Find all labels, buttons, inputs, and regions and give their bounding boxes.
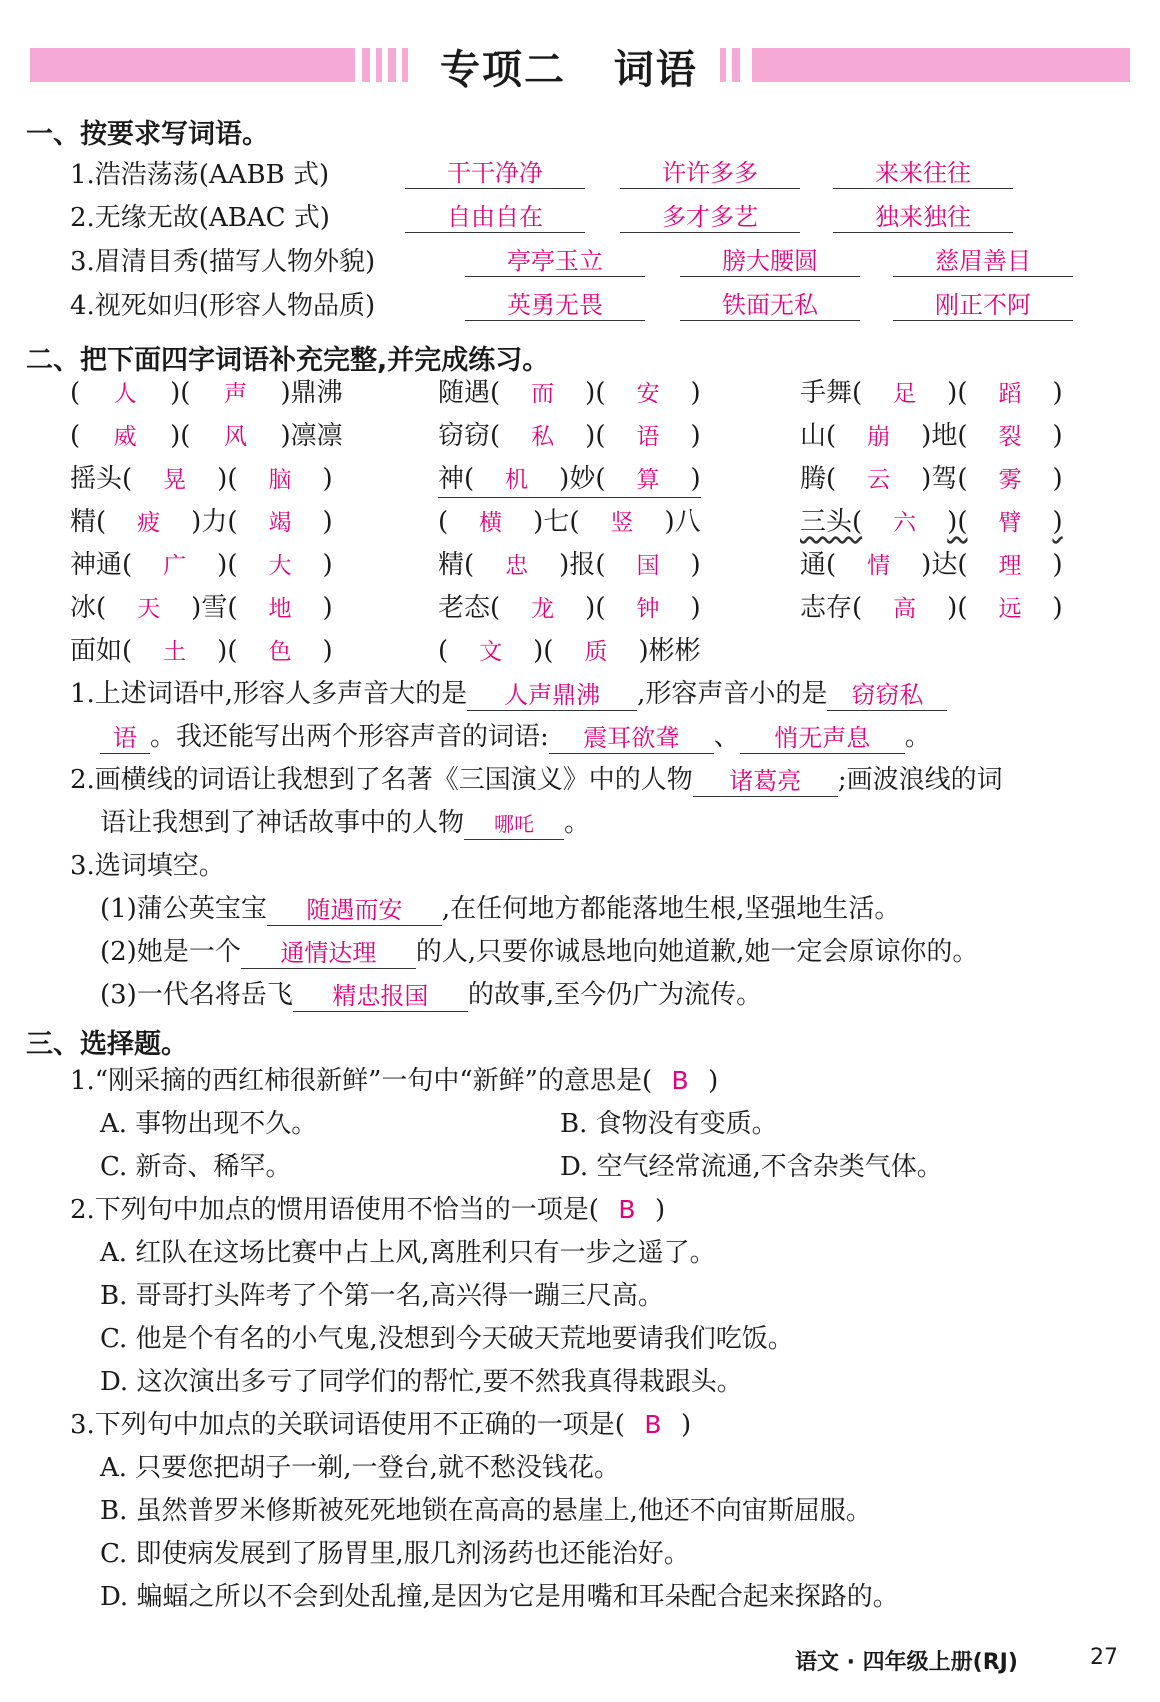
- question-text: 1.“刚采摘的西红柿很新鲜”一句中“新鲜”的意思是(: [70, 1066, 653, 1096]
- choice-option: D. 蝙蝠之所以不会到处乱撞,是因为它是用嘴和耳朵配合起来探路的。: [100, 1582, 899, 1612]
- idiom-answer: 国: [636, 553, 660, 579]
- idiom-fill: ( 威 )( 风 )凛凛: [70, 419, 343, 454]
- choice-option: C. 新奇、稀罕。: [100, 1152, 292, 1182]
- idiom-fill: 窃窃( 私 )( 语 ): [438, 419, 701, 454]
- idiom-text: 通: [800, 550, 827, 580]
- idiom-text: 精: [70, 507, 97, 537]
- idiom-fill: 摇头( 晃 )( 脑 ): [70, 462, 333, 497]
- choice-q3-stem: [70, 1408, 691, 1442]
- idiom-fill: 手舞( 足 )( 蹈 ): [800, 376, 1063, 411]
- idiom-answer: 臂: [998, 510, 1022, 536]
- idiom-text: 手舞: [800, 378, 853, 408]
- choice-q1-stem: [70, 1064, 718, 1098]
- idiom-answer: 质: [584, 639, 608, 665]
- page-title: 专项二 词语: [440, 47, 698, 93]
- idiom-text: 精: [438, 550, 465, 580]
- idiom-text: 老态: [438, 593, 491, 623]
- idiom-answer: 崩: [867, 424, 891, 450]
- sec2-q3-label: 3.选词填空。: [70, 851, 225, 881]
- banner-stripe: [362, 48, 370, 82]
- banner-stripe: [376, 48, 382, 82]
- question-text: ,在任何地方都能落地生根,坚强地生活。: [441, 894, 901, 924]
- idiom-answer: 裂: [998, 424, 1022, 450]
- choice-option: D. 这次演出多亏了同学们的帮忙,要不然我真得栽跟头。: [100, 1367, 743, 1397]
- question-text: (1)蒲公英宝宝: [100, 894, 267, 924]
- idiom-fill: 志存( 高 )( 远 ): [800, 591, 1063, 626]
- idiom-fill: 腾( 云 )驾( 雾 ): [800, 462, 1063, 497]
- idiom-fill: ( 横 )七( 竖 )八: [438, 505, 701, 540]
- idiom-answer: 安: [636, 381, 660, 407]
- choice-option: B. 哥哥打头阵考了个第一名,高兴得一蹦三尺高。: [100, 1281, 664, 1311]
- choice-answer: B: [644, 1410, 662, 1439]
- question-text: 。我还能写出两个形容声音的词语:: [150, 722, 549, 752]
- idiom-fill: 神通( 广 )( 大 ): [70, 548, 333, 583]
- idiom-answer: 威: [113, 424, 137, 450]
- answer-blank: 慈眉善目: [893, 244, 1073, 277]
- question-text: 1.上述词语中,形容人多声音大的是: [70, 679, 468, 709]
- answer-blank: 随遇而安: [267, 893, 442, 926]
- idiom-answer: 色: [268, 639, 292, 665]
- sec2-q3-s1: [100, 892, 900, 926]
- choice-answer: B: [671, 1066, 689, 1095]
- question-text: (3)一代名将岳飞: [100, 980, 293, 1010]
- choice-option: A. 红队在这场比赛中占上风,离胜利只有一步之遥了。: [100, 1238, 716, 1268]
- idiom-answer: 龙: [531, 596, 555, 622]
- idiom-fill: 通( 情 )达( 理 ): [800, 548, 1063, 583]
- question-text: 。: [564, 808, 591, 838]
- sec2-q2-line2: [100, 806, 590, 840]
- idiom-answer: 私: [531, 424, 555, 450]
- answer-blank: 许许多多: [620, 156, 800, 189]
- idiom-answer: 人: [113, 381, 137, 407]
- idiom-answer: 钟: [636, 596, 660, 622]
- idiom-answer: 声: [223, 381, 247, 407]
- answer-blank: 哪吒: [464, 807, 564, 840]
- idiom-answer: 算: [636, 467, 660, 493]
- section-3-heading: 三、选择题。: [26, 1029, 188, 1060]
- choice-option: B. 食物没有变质。: [560, 1109, 778, 1139]
- idiom-answer: 疲: [137, 510, 161, 536]
- answer-blank: 铁面无私: [680, 288, 860, 321]
- idiom-text: 山: [800, 421, 827, 451]
- idiom-answer: 雾: [998, 467, 1022, 493]
- idiom-fill: 山( 崩 )地( 裂 ): [800, 419, 1063, 454]
- idiom-answer: 机: [505, 467, 529, 493]
- idiom-text: 三头: [800, 507, 853, 537]
- idiom-answer: 语: [636, 424, 660, 450]
- idiom-answer: 忠: [505, 553, 529, 579]
- question-text: ): [680, 1410, 692, 1440]
- idiom-text: 志存: [800, 593, 853, 623]
- idiom-text: 达: [931, 550, 958, 580]
- idiom-fill-wavy: 三头( 六 )( 臂 ): [800, 505, 1063, 540]
- idiom-answer: 横: [479, 510, 503, 536]
- sec2-q3-s2: [100, 935, 978, 969]
- answer-blank: 来来往往: [833, 156, 1013, 189]
- banner-stripe: [388, 48, 396, 82]
- idiom-fill-underlined: 神( 机 )妙( 算 ): [438, 462, 701, 498]
- idiom-text: 驾: [931, 464, 958, 494]
- idiom-answer: 大: [268, 553, 292, 579]
- choice-option: B. 虽然普罗米修斯被死死地锁在高高的悬崖上,他还不向宙斯屈服。: [100, 1496, 872, 1526]
- idiom-text: 神通: [70, 550, 123, 580]
- idiom-fill: 老态( 龙 )( 钟 ): [438, 591, 701, 626]
- banner-stripe: [732, 48, 740, 82]
- answer-blank: 独来独往: [833, 200, 1013, 233]
- idiom-answer: 云: [867, 467, 891, 493]
- idiom-answer: 天: [137, 596, 161, 622]
- answer-blank: 英勇无畏: [465, 288, 645, 321]
- banner-left: [30, 48, 355, 82]
- idiom-answer: 蹈: [998, 381, 1022, 407]
- question-text: ): [708, 1066, 719, 1096]
- answer-blank: 人声鼎沸: [467, 678, 637, 711]
- idiom-text: 鼎沸: [290, 378, 343, 408]
- choice-option: A. 只要您把胡子一剃,一登台,就不愁没钱花。: [100, 1453, 620, 1483]
- page-number: 27: [1090, 1645, 1118, 1670]
- choice-option: C. 即使病发展到了肠胃里,服几剂汤药也还能治好。: [100, 1539, 690, 1569]
- sec1-item-label: 3.眉清目秀(描写人物外貌): [70, 247, 376, 277]
- idiom-text: 腾: [800, 464, 827, 494]
- banner-stripe: [402, 48, 408, 82]
- answer-blank: 多才多艺: [620, 200, 800, 233]
- idiom-answer: 竖: [610, 510, 634, 536]
- choice-option: C. 他是个有名的小气鬼,没想到今天破天荒地要请我们吃饭。: [100, 1324, 794, 1354]
- sec2-q2-line1: [70, 763, 1003, 797]
- question-text: ;画波浪线的词: [837, 765, 1003, 795]
- answer-blank: 诸葛亮: [693, 764, 838, 797]
- idiom-answer: 高: [893, 596, 917, 622]
- question-text: (2)她是一个: [100, 937, 241, 967]
- idiom-fill: 随遇( 而 )( 安 ): [438, 376, 701, 411]
- answer-blank: 窃窃私: [827, 678, 947, 711]
- idiom-answer: 晃: [163, 467, 187, 493]
- question-text: 语让我想到了神话故事中的人物: [100, 808, 465, 838]
- question-text: 2.下列句中加点的惯用语使用不恰当的一项是(: [70, 1195, 599, 1225]
- idiom-text: 力: [201, 507, 228, 537]
- idiom-text: 冰: [70, 593, 97, 623]
- question-text: 的故事,至今仍广为流传。: [467, 980, 763, 1010]
- question-text: 。: [904, 722, 931, 752]
- idiom-fill: 面如( 土 )( 色 ): [70, 634, 333, 669]
- idiom-text: 随遇: [438, 378, 491, 408]
- question-text: 、: [713, 722, 740, 752]
- sec1-item-label: 1.浩浩荡荡(AABB 式): [70, 160, 330, 190]
- idiom-fill: 精( 疲 )力( 竭 ): [70, 505, 333, 540]
- answer-blank: 亭亭玉立: [465, 244, 645, 277]
- answer-blank: 语: [100, 721, 150, 754]
- sec1-item-label: 2.无缘无故(ABAC 式): [70, 203, 330, 233]
- answer-blank: 膀大腰圆: [680, 244, 860, 277]
- choice-option: D. 空气经常流通,不含杂类气体。: [560, 1152, 943, 1182]
- idiom-fill: 精( 忠 )报( 国 ): [438, 548, 701, 583]
- section-1-heading: 一、按要求写词语。: [26, 119, 269, 150]
- question-text: ): [654, 1195, 666, 1225]
- idiom-text: 报: [569, 550, 596, 580]
- idiom-answer: 六: [893, 510, 917, 536]
- answer-blank: 震耳欲聋: [549, 721, 714, 754]
- idiom-text: 雪: [201, 593, 228, 623]
- choice-answer: B: [618, 1195, 636, 1224]
- idiom-text: 摇头: [70, 464, 123, 494]
- answer-blank: 悄无声息: [740, 721, 905, 754]
- question-text: ,形容声音小的是: [637, 679, 828, 709]
- sec2-q1-line2: [100, 720, 931, 754]
- idiom-text: 凛凛: [290, 421, 343, 451]
- idiom-fill: 冰( 天 )雪( 地 ): [70, 591, 333, 626]
- idiom-answer: 理: [998, 553, 1022, 579]
- idiom-text: 面如: [70, 636, 123, 666]
- choice-option: A. 事物出现不久。: [100, 1109, 318, 1139]
- footer-book-info: 语文 · 四年级上册(RJ): [795, 1650, 1018, 1675]
- idiom-answer: 风: [223, 424, 247, 450]
- answer-blank: 自由自在: [405, 200, 585, 233]
- idiom-fill: ( 人 )( 声 )鼎沸: [70, 376, 343, 411]
- idiom-text: 神: [438, 464, 465, 494]
- idiom-text: 窃窃: [438, 421, 491, 451]
- sec2-q3-s3: [100, 978, 762, 1012]
- idiom-answer: 而: [531, 381, 555, 407]
- banner-right: [752, 48, 1130, 82]
- idiom-answer: 地: [268, 596, 292, 622]
- answer-blank: 精忠报国: [293, 979, 468, 1012]
- sec1-item-label: 4.视死如归(形容人物品质): [70, 291, 376, 321]
- idiom-answer: 远: [998, 596, 1022, 622]
- question-text: 3.下列句中加点的关联词语使用不正确的一项是(: [70, 1410, 625, 1440]
- answer-blank: 通情达理: [241, 936, 416, 969]
- idiom-answer: 脑: [268, 467, 292, 493]
- idiom-answer: 文: [479, 639, 503, 665]
- answer-blank: 干干净净: [405, 156, 585, 189]
- idiom-text: 七: [543, 507, 570, 537]
- idiom-answer: 竭: [268, 510, 292, 536]
- idiom-text: 彬彬: [648, 636, 701, 666]
- choice-q2-stem: [70, 1193, 665, 1227]
- question-text: 2.画横线的词语让我想到了名著《三国演义》中的人物: [70, 765, 693, 795]
- idiom-answer: 广: [163, 553, 187, 579]
- idiom-answer: 足: [893, 381, 917, 407]
- idiom-fill: ( 文 )( 质 )彬彬: [438, 634, 701, 669]
- idiom-answer: 土: [163, 639, 187, 665]
- answer-blank: 刚正不阿: [893, 288, 1073, 321]
- question-text: 的人,只要你诚恳地向她道歉,她一定会原谅你的。: [415, 937, 979, 967]
- sec2-q1-line1: [70, 677, 947, 711]
- idiom-text: 妙: [569, 464, 596, 494]
- section-2-heading: 二、把下面四字词语补充完整,并完成练习。: [26, 345, 550, 376]
- idiom-answer: 情: [867, 553, 891, 579]
- idiom-text: 地: [931, 421, 958, 451]
- idiom-text: 八: [674, 507, 701, 537]
